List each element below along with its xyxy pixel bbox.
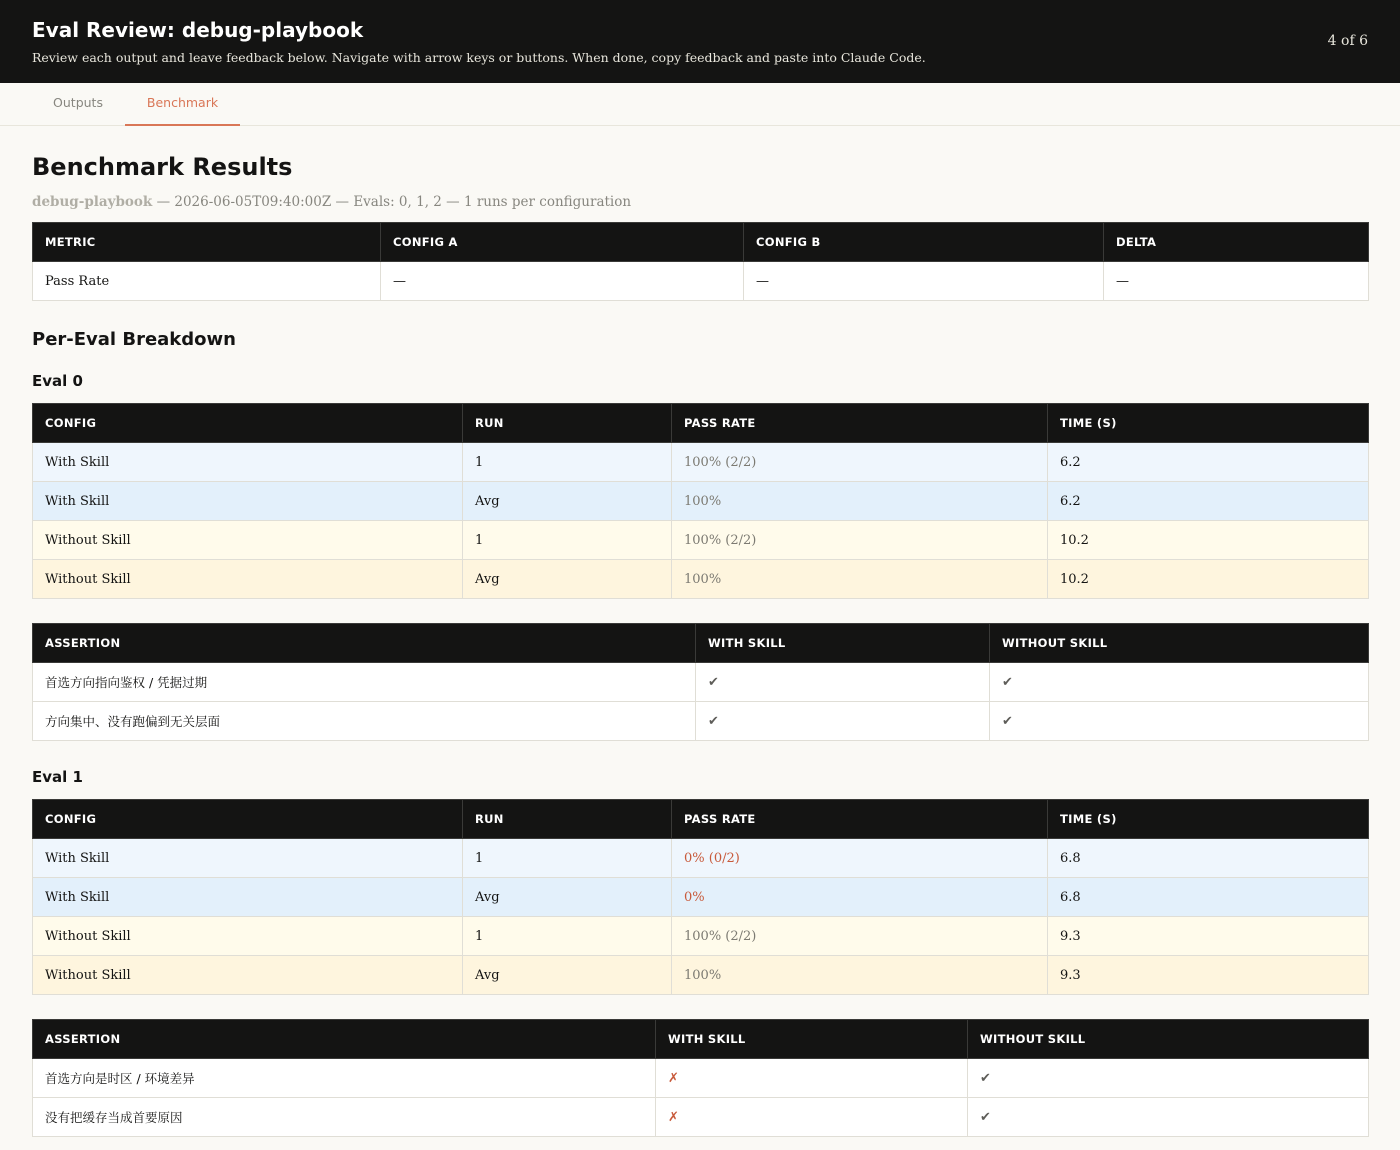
table-row <box>33 917 1369 956</box>
col-config-a: CONFIG A <box>381 223 744 262</box>
run-number: Avg <box>463 878 672 917</box>
meta-skill-name: debug-playbook <box>32 194 153 210</box>
run-config: With Skill <box>33 443 463 482</box>
run-time: 6.2 <box>1048 482 1369 521</box>
view-tabs <box>0 83 1400 126</box>
assertion-text: 首选方向是时区 / 环境差异 <box>33 1059 656 1098</box>
col-assertion: ASSERTION <box>33 1020 656 1059</box>
run-config: Without Skill <box>33 956 463 995</box>
run-pass-rate: 100% <box>672 956 1048 995</box>
table-row <box>33 663 1369 702</box>
run-number: Avg <box>463 482 672 521</box>
run-pass-rate: 100% (2/2) <box>672 521 1048 560</box>
table-row <box>33 1059 1369 1098</box>
benchmark-meta <box>32 187 1368 217</box>
tab-outputs[interactable]: Outputs <box>53 95 103 110</box>
col-without-skill: WITHOUT SKILL <box>968 1020 1369 1059</box>
delta-value: — <box>1104 262 1369 301</box>
check-icon: ✔ <box>968 1059 1369 1098</box>
col-run: RUN <box>463 800 672 839</box>
run-config: Without Skill <box>33 560 463 599</box>
run-number: Avg <box>463 560 672 599</box>
run-number: 1 <box>463 443 672 482</box>
runs-header-row <box>33 404 1369 443</box>
summary-row <box>33 262 1369 301</box>
runs-header-row <box>33 800 1369 839</box>
run-time: 6.8 <box>1048 878 1369 917</box>
run-pass-rate: 100% (2/2) <box>672 917 1048 956</box>
benchmark-heading: Benchmark Results <box>32 153 293 181</box>
run-config: Without Skill <box>33 521 463 560</box>
run-number: 1 <box>463 839 672 878</box>
run-time: 9.3 <box>1048 956 1369 995</box>
assertions-header-row <box>33 624 1369 663</box>
run-time: 10.2 <box>1048 521 1369 560</box>
run-pass-rate: 100% <box>672 482 1048 521</box>
eval-assertions-table <box>32 1019 1369 1137</box>
eval-title: Eval 1 <box>32 768 83 786</box>
col-pass-rate: PASS RATE <box>672 404 1048 443</box>
col-with-skill: WITH SKILL <box>656 1020 968 1059</box>
breakdown-heading: Per-Eval Breakdown <box>32 329 236 350</box>
run-number: 1 <box>463 917 672 956</box>
assertions-header-row <box>33 1020 1369 1059</box>
metric-name: Pass Rate <box>33 262 381 301</box>
col-delta: DELTA <box>1104 223 1369 262</box>
table-row <box>33 878 1369 917</box>
cross-icon: ✗ <box>656 1098 968 1137</box>
table-row <box>33 482 1369 521</box>
table-row <box>33 1098 1369 1137</box>
check-icon: ✔ <box>990 702 1369 741</box>
eval-runs-table <box>32 403 1369 599</box>
assertion-text: 方向集中、没有跑偏到无关层面 <box>33 702 696 741</box>
page-instructions: Review each output and leave feedback below. Navigate with arrow keys or buttons. When done, copy feedback and paste into Claude Code. <box>32 50 926 65</box>
run-pass-rate: 100% (2/2) <box>672 443 1048 482</box>
run-time: 6.2 <box>1048 443 1369 482</box>
summary-header-row <box>33 223 1369 262</box>
run-config: With Skill <box>33 839 463 878</box>
run-pass-rate: 0% (0/2) <box>672 839 1048 878</box>
output-counter: 4 of 6 <box>1327 33 1368 49</box>
eval-assertions-table <box>32 623 1369 741</box>
assertion-text: 首选方向指向鉴权 / 凭据过期 <box>33 663 696 702</box>
check-icon: ✔ <box>696 702 990 741</box>
col-assertion: ASSERTION <box>33 624 696 663</box>
col-time: TIME (S) <box>1048 800 1369 839</box>
run-time: 9.3 <box>1048 917 1369 956</box>
col-without-skill: WITHOUT SKILL <box>990 624 1369 663</box>
meta-details: — 2026-06-05T09:40:00Z — Evals: 0, 1, 2 — 1 runs per configuration <box>152 194 632 210</box>
table-row <box>33 443 1369 482</box>
col-with-skill: WITH SKILL <box>696 624 990 663</box>
summary-table <box>32 222 1369 301</box>
check-icon: ✔ <box>968 1098 1369 1137</box>
run-number: 1 <box>463 521 672 560</box>
check-icon: ✔ <box>696 663 990 702</box>
cross-icon: ✗ <box>656 1059 968 1098</box>
col-config: CONFIG <box>33 404 463 443</box>
col-metric: METRIC <box>33 223 381 262</box>
run-config: With Skill <box>33 482 463 521</box>
col-config: CONFIG <box>33 800 463 839</box>
run-pass-rate: 0% <box>672 878 1048 917</box>
run-number: Avg <box>463 956 672 995</box>
check-icon: ✔ <box>990 663 1369 702</box>
run-time: 6.8 <box>1048 839 1369 878</box>
page-title: Eval Review: debug-playbook <box>32 18 364 42</box>
benchmark-panel <box>0 153 1400 1137</box>
run-time: 10.2 <box>1048 560 1369 599</box>
col-run: RUN <box>463 404 672 443</box>
table-row <box>33 839 1369 878</box>
config-a-value: — <box>381 262 744 301</box>
eval-title: Eval 0 <box>32 372 83 390</box>
col-pass-rate: PASS RATE <box>672 800 1048 839</box>
table-row <box>33 560 1369 599</box>
assertion-text: 没有把缓存当成首要原因 <box>33 1098 656 1137</box>
config-b-value: — <box>744 262 1104 301</box>
run-pass-rate: 100% <box>672 560 1048 599</box>
col-time: TIME (S) <box>1048 404 1369 443</box>
table-row <box>33 702 1369 741</box>
table-row <box>33 521 1369 560</box>
top-bar <box>0 0 1400 83</box>
run-config: Without Skill <box>33 917 463 956</box>
tab-benchmark[interactable]: Benchmark <box>125 83 240 126</box>
run-config: With Skill <box>33 878 463 917</box>
col-config-b: CONFIG B <box>744 223 1104 262</box>
table-row <box>33 956 1369 995</box>
eval-runs-table <box>32 799 1369 995</box>
